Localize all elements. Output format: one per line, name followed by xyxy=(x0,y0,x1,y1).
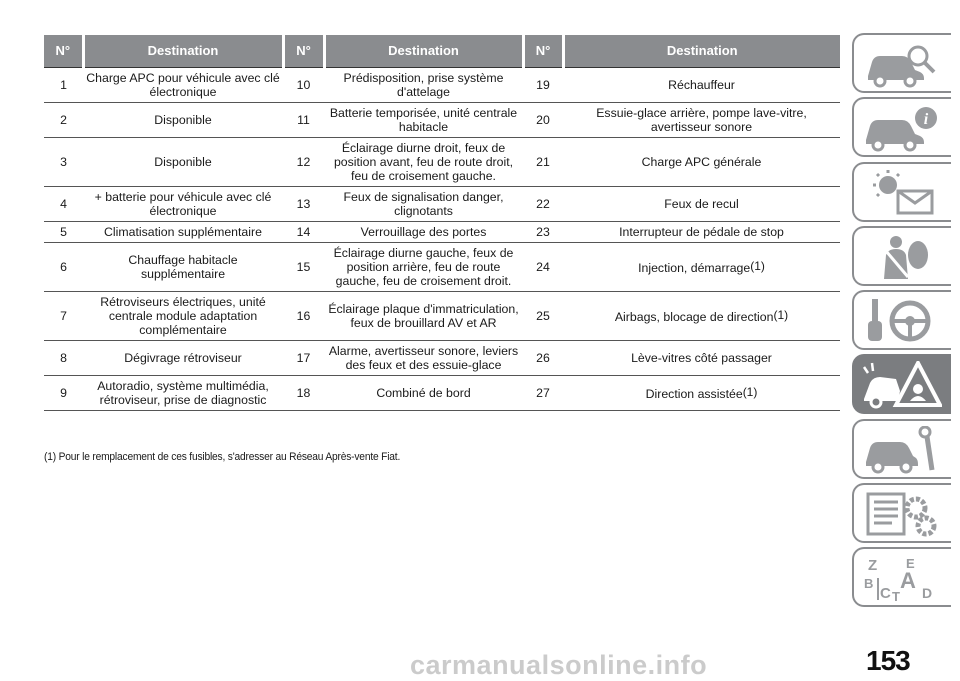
table-row xyxy=(44,222,840,243)
fuse-destination-text: Éclairage plaque d'immatriculation, feux de brouillard AV et AR xyxy=(328,302,519,330)
fuse-destination xyxy=(324,222,523,243)
fuse-number: 10 xyxy=(283,68,324,103)
col-header-destination: Destination xyxy=(83,35,283,68)
tab-technical-data[interactable] xyxy=(852,483,951,543)
fuse-destination xyxy=(83,222,283,243)
tab-maintenance[interactable] xyxy=(852,419,951,479)
tab-knowing-car[interactable] xyxy=(852,33,951,93)
fuse-number: 26 xyxy=(523,341,563,376)
fuse-destination-text: Éclairage diurne droit, feux de position avant, feu de route droit, feu de croisement gauche. xyxy=(333,141,514,183)
fuse-destination-text: Interrupteur de pédale de stop xyxy=(619,225,784,239)
fuse-number: 18 xyxy=(283,376,324,411)
fuse-destination xyxy=(324,243,523,292)
fuse-number: 23 xyxy=(523,222,563,243)
table-row xyxy=(44,292,840,341)
fuse-destination-text: Lève-vitres côté passager xyxy=(631,351,772,365)
page-number: 153 xyxy=(866,645,910,676)
fuse-destination xyxy=(83,187,283,222)
table-row xyxy=(44,103,840,138)
fuse-number: 21 xyxy=(523,138,563,187)
fuse-destination xyxy=(563,187,840,222)
fuse-table xyxy=(44,35,840,411)
fuse-destination xyxy=(563,376,840,411)
fuse-number: 20 xyxy=(523,103,563,138)
table-row xyxy=(44,341,840,376)
fuse-destination-text: Réchauffeur xyxy=(668,78,735,92)
fuse-number: 2 xyxy=(44,103,83,138)
table-row xyxy=(44,68,840,103)
svg-text:D: D xyxy=(922,585,933,602)
tab-safety[interactable] xyxy=(852,226,951,286)
fuse-destination xyxy=(83,376,283,411)
footnote-reference: (1) xyxy=(773,308,789,322)
col-header-number: N° xyxy=(523,35,563,68)
fuse-destination-text: Injection, démarrage xyxy=(638,261,751,275)
tab-knowing-instrument[interactable] xyxy=(852,97,951,157)
fuse-destination xyxy=(563,103,840,138)
fuse-destination-text: Feux de signalisation danger, clignotants xyxy=(343,190,504,218)
fuse-number: 15 xyxy=(283,243,324,292)
fuse-number: 7 xyxy=(44,292,83,341)
seatbelt-airbag-icon xyxy=(862,233,942,281)
table-header-row xyxy=(44,35,840,68)
fuse-destination xyxy=(83,243,283,292)
fuse-destination-text: Prédisposition, prise système d'attelage xyxy=(343,71,504,99)
fuse-destination xyxy=(324,103,523,138)
car-breakdown-warning-icon xyxy=(862,361,942,409)
fuse-destination-text: Essuie-glace arrière, pompe lave-vitre, avertisseur sonore xyxy=(596,106,807,134)
tab-lights-messages[interactable] xyxy=(852,162,951,222)
fuse-number: 17 xyxy=(283,341,324,376)
lights-message-icon xyxy=(862,169,942,217)
table-row xyxy=(44,138,840,187)
fuse-destination xyxy=(83,138,283,187)
fuse-number: 9 xyxy=(44,376,83,411)
car-service-wrench-icon xyxy=(862,426,942,474)
fuse-destination xyxy=(83,341,283,376)
col-header-destination: Destination xyxy=(563,35,840,68)
fuse-destination-text: + batterie pour véhicule avec clé électronique xyxy=(94,190,272,218)
fuse-number: 4 xyxy=(44,187,83,222)
svg-text:E: E xyxy=(906,556,915,572)
fuse-destination-text: Chauffage habitacle supplémentaire xyxy=(128,253,238,281)
fuse-destination xyxy=(83,292,283,341)
fuse-destination-text: Batterie temporisée, unité centrale habitacle xyxy=(329,106,518,134)
fuse-number: 27 xyxy=(523,376,563,411)
car-info-icon xyxy=(862,104,942,152)
fuse-destination xyxy=(563,138,840,187)
fuse-destination xyxy=(563,341,840,376)
alphabet-index-icon xyxy=(862,554,942,602)
fuse-number: 24 xyxy=(523,243,563,292)
tab-index[interactable] xyxy=(852,547,951,607)
fuse-number: 3 xyxy=(44,138,83,187)
fuse-destination-text: Autoradio, système multimédia, rétroviseur, prise de diagnostic xyxy=(97,379,269,407)
fuse-destination xyxy=(563,292,840,341)
fuse-destination-text: Climatisation supplémentaire xyxy=(104,225,262,239)
fuse-destination xyxy=(324,376,523,411)
fuse-number: 6 xyxy=(44,243,83,292)
specs-gears-icon xyxy=(862,490,942,538)
fuse-destination-text: Feux de recul xyxy=(664,197,739,211)
fuse-destination xyxy=(324,68,523,103)
watermark: carmanualsonline.info xyxy=(410,650,708,680)
fuse-destination xyxy=(563,243,840,292)
svg-text:C: C xyxy=(880,585,891,603)
fuse-destination-text: Airbags, blocage de direction xyxy=(614,310,774,324)
fuse-number: 12 xyxy=(283,138,324,187)
fuse-destination xyxy=(324,187,523,222)
fuse-destination xyxy=(324,341,523,376)
car-search-icon xyxy=(862,40,942,88)
fuse-destination xyxy=(324,138,523,187)
fuse-number: 13 xyxy=(283,187,324,222)
table-row xyxy=(44,376,840,411)
table-row xyxy=(44,187,840,222)
fuse-destination xyxy=(83,68,283,103)
fuse-number: 11 xyxy=(283,103,324,138)
svg-text:i: i xyxy=(923,111,929,129)
svg-text:T: T xyxy=(892,589,900,603)
fuse-number: 14 xyxy=(283,222,324,243)
fuse-number: 1 xyxy=(44,68,83,103)
fuse-destination-text: Verrouillage des portes xyxy=(360,225,487,239)
fuse-destination-text: Disponible xyxy=(154,155,212,169)
fuse-destination-text: Dégivrage rétroviseur xyxy=(124,351,242,365)
col-header-number: N° xyxy=(283,35,324,68)
footnote-reference: (1) xyxy=(742,385,758,399)
fuse-number: 5 xyxy=(44,222,83,243)
fuse-number: 22 xyxy=(523,187,563,222)
fuse-destination xyxy=(83,103,283,138)
fuse-destination-text: Direction assistée xyxy=(645,387,743,401)
col-header-destination: Destination xyxy=(324,35,523,68)
key-steering-wheel-icon xyxy=(862,297,942,345)
table-row xyxy=(44,243,840,292)
fuse-number: 8 xyxy=(44,341,83,376)
fuse-number: 16 xyxy=(283,292,324,341)
fuse-destination xyxy=(324,292,523,341)
section-sidebar xyxy=(852,33,956,612)
col-header-number: N° xyxy=(44,35,83,68)
fuse-destination-text: Éclairage diurne gauche, feux de position arrière, feu de route gauche, feu de croisement droit. xyxy=(333,246,514,288)
svg-text:Z: Z xyxy=(868,557,878,575)
fuse-destination xyxy=(563,222,840,243)
fuse-destination-text: Combiné de bord xyxy=(376,386,471,400)
fuse-destination-text: Alarme, avertisseur sonore, leviers des feux et des essuie-glace xyxy=(328,344,519,372)
fuse-number: 19 xyxy=(523,68,563,103)
tab-emergency[interactable] xyxy=(852,354,951,414)
footnote-reference: (1) xyxy=(750,259,765,273)
fuse-destination-text: Disponible xyxy=(154,113,212,127)
footnote: (1) Pour le remplacement de ces fusibles, s'adresser au Réseau Après-vente Fiat. xyxy=(44,451,401,463)
tab-starting-driving[interactable] xyxy=(852,290,951,350)
fuse-destination-text: Rétroviseurs électriques, unité centrale module adaptation complémentaire xyxy=(100,295,266,337)
svg-text:A: A xyxy=(900,568,916,594)
svg-text:B: B xyxy=(864,576,874,592)
fuse-destination-text: Charge APC pour véhicule avec clé électronique xyxy=(86,71,280,99)
fuse-destination xyxy=(563,68,840,103)
fuse-number: 25 xyxy=(523,292,563,341)
fuse-destination-text: Charge APC générale xyxy=(641,155,762,169)
